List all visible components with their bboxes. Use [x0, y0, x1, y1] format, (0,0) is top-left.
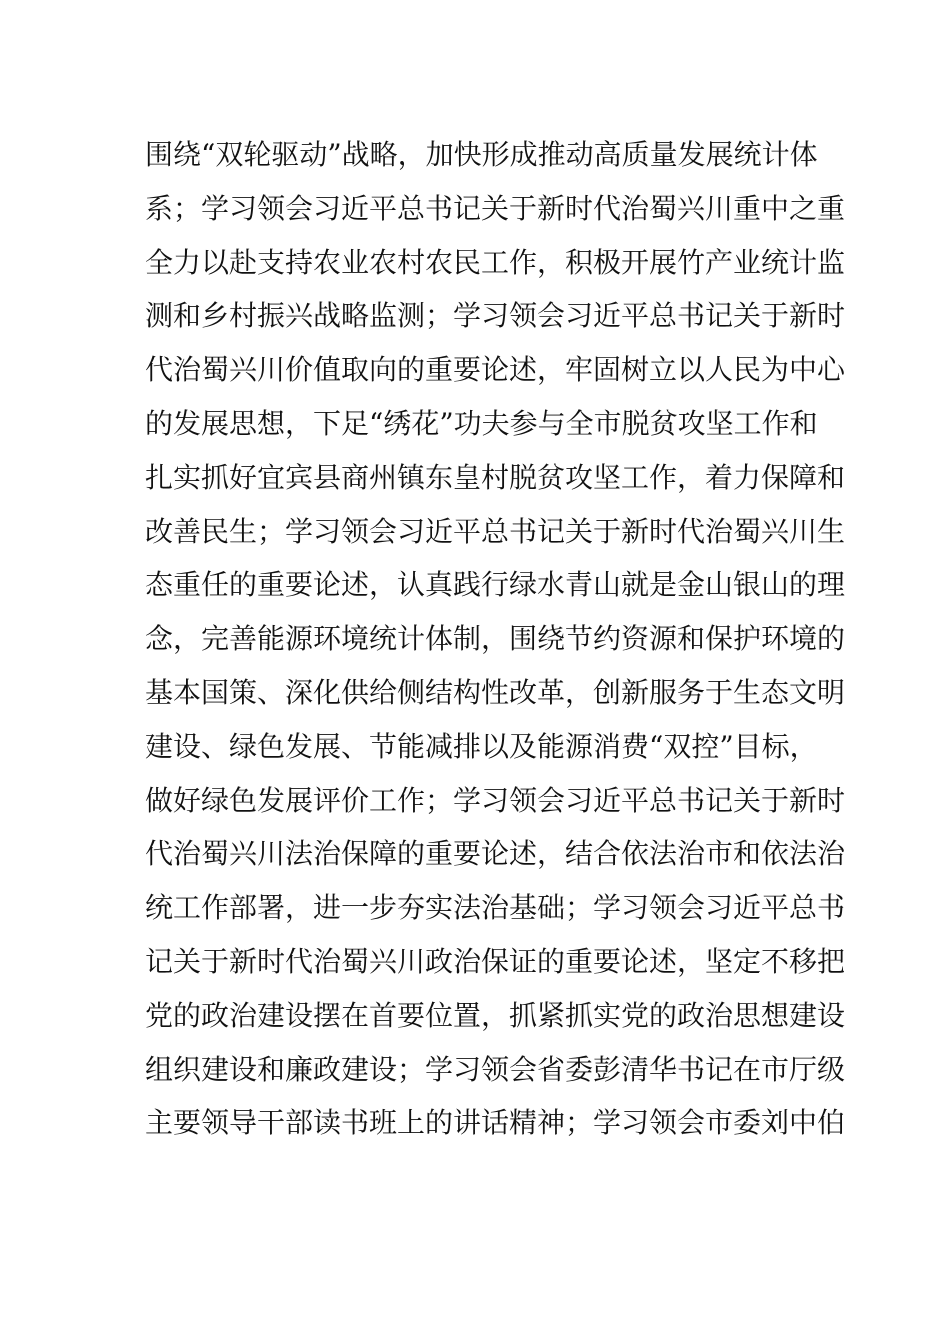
- text-line: 的发展思想，下足“绣花”功夫参与全市脱贫攻坚工作和: [145, 406, 818, 440]
- text-line: 党的政治建设摆在首要位置，抓紧抓实党的政治思想建设: [145, 998, 846, 1032]
- text-line: 系；学习领会习近平总书记关于新时代治蜀兴川重中之重: [145, 191, 846, 225]
- text-line: 代治蜀兴川法治保障的重要论述，结合依法治市和依法治: [145, 837, 846, 871]
- text-line: 代治蜀兴川价值取向的重要论述，牢固树立以人民为中心: [145, 353, 846, 387]
- text-line: 记关于新时代治蜀兴川政治保证的重要论述，坚定不移把: [145, 944, 846, 978]
- text-line: 统工作部署，进一步夯实法治基础；学习领会习近平总书: [145, 891, 846, 925]
- text-line: 全力以赴支持农业农村农民工作，积极开展竹产业统计监: [145, 245, 846, 279]
- text-line: 基本国策、深化供给侧结构性改革，创新服务于生态文明: [145, 675, 846, 709]
- text-line: 改善民生；学习领会习近平总书记关于新时代治蜀兴川生: [145, 514, 846, 548]
- text-line: 态重任的重要论述，认真践行绿水青山就是金山银山的理: [145, 568, 846, 602]
- text-line: 扎实抓好宜宾县商州镇东皇村脱贫攻坚工作，着力保障和: [145, 460, 846, 494]
- body-paragraph: [145, 128, 846, 1150]
- text-line: 组织建设和廉政建设；学习领会省委彭清华书记在市厅级: [145, 1052, 846, 1086]
- text-line: 做好绿色发展评价工作；学习领会习近平总书记关于新时: [145, 783, 846, 817]
- text-line: 建设、绿色发展、节能减排以及能源消费“双控”目标，: [145, 729, 818, 763]
- text-line: 围绕“双轮驱动”战略，加快形成推动高质量发展统计体: [145, 138, 818, 171]
- text-line: 念，完善能源环境统计体制，围绕节约资源和保护环境的: [145, 622, 846, 656]
- text-line: 主要领导干部读书班上的讲话精神；学习领会市委刘中伯: [145, 1106, 846, 1140]
- text-line: 测和乡村振兴战略监测；学习领会习近平总书记关于新时: [145, 299, 846, 333]
